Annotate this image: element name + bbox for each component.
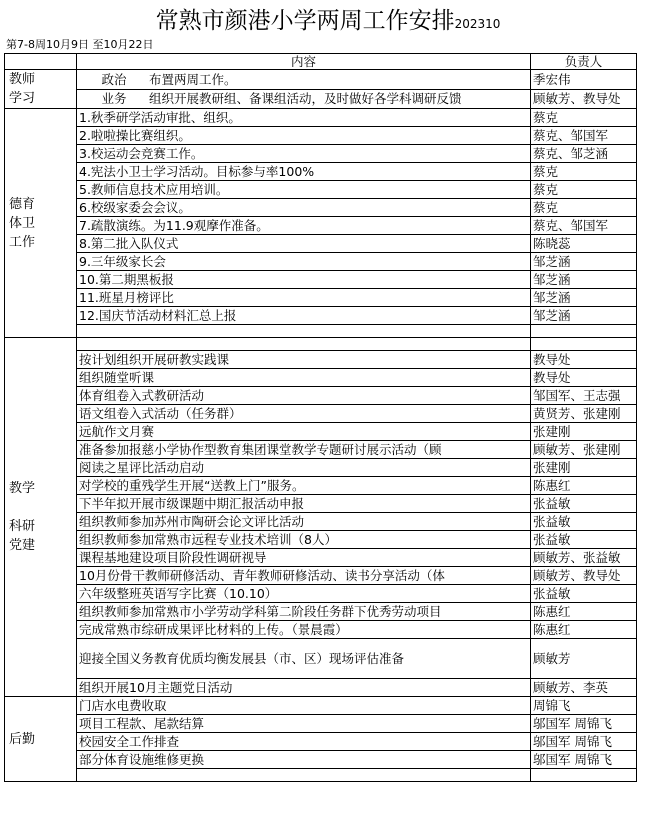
header-content: 内容: [77, 54, 531, 70]
content-cell: 10.第二期黑板报: [77, 271, 531, 289]
owner-cell: 张益敏: [531, 531, 637, 549]
content-cell: [77, 325, 531, 338]
table-row: [5, 531, 637, 549]
content-cell: 4.宪法小卫士学习活动。目标参与率100%: [77, 163, 531, 181]
owner-cell: 顾敏芳、教导处: [531, 567, 637, 585]
table-row: [5, 639, 637, 679]
content-cell: 语文组卷入式活动（任务群）: [77, 405, 531, 423]
page-title: [0, 2, 656, 35]
table-row: [5, 459, 637, 477]
content-cell: 6.校级家委会会议。: [77, 199, 531, 217]
table-row: [5, 387, 637, 405]
table-row: [5, 235, 637, 253]
table-row: [5, 338, 637, 351]
table-row: [5, 127, 637, 145]
content-cell: 组织随堂听课: [77, 369, 531, 387]
content-cell: 准备参加报慈小学协作型教育集团课堂教学专题研讨展示活动（顾: [77, 441, 531, 459]
owner-cell: 张建刚: [531, 459, 637, 477]
header-row: [5, 54, 637, 70]
owner-cell: 蔡克、邹国军: [531, 127, 637, 145]
content-cell: 按计划组织开展研教实践课: [77, 351, 531, 369]
table-row: [5, 697, 637, 715]
table-row: [5, 163, 637, 181]
category-label: 教师 学习: [9, 72, 36, 106]
table-row: [5, 603, 637, 621]
content-cell: 校园安全工作排查: [77, 733, 531, 751]
owner-cell: 邹芝涵: [531, 271, 637, 289]
owner-cell: 陈惠红: [531, 621, 637, 639]
content-cell: 课程基地建设项目阶段性调研视导: [77, 549, 531, 567]
table-row: [5, 145, 637, 163]
content-cell: 1.秋季研学活动审批、组织。: [77, 109, 531, 127]
table-row: [5, 423, 637, 441]
owner-cell: 蔡克: [531, 199, 637, 217]
table-row: [5, 567, 637, 585]
owner-cell: 顾敏芳: [531, 639, 637, 679]
owner-cell: 蔡克、邹芝涵: [531, 145, 637, 163]
owner-cell: 张益敏: [531, 495, 637, 513]
table-row: [5, 621, 637, 639]
content-cell: 3.校运动会竞赛工作。: [77, 145, 531, 163]
owner-cell: 邹芝涵: [531, 289, 637, 307]
content-cell: [77, 338, 531, 351]
content-cell: 六年级整班英语写字比赛（10.10）: [77, 585, 531, 603]
owner-cell: 顾敏芳、李英: [531, 679, 637, 697]
owner-cell: 蔡克、邹国军: [531, 217, 637, 235]
table-row: [5, 585, 637, 603]
table-row: [5, 181, 637, 199]
content-cell: 组织教师参加常熟市远程专业技术培训（8人）: [77, 531, 531, 549]
category-label: 后勤: [9, 731, 36, 747]
table-row: [5, 307, 637, 325]
owner-cell: 邬国军 周锦飞: [531, 733, 637, 751]
owner-cell: 蔡克: [531, 109, 637, 127]
table-row: [5, 477, 637, 495]
owner-cell: 张建刚: [531, 423, 637, 441]
table-row: [5, 679, 637, 697]
content-cell: 对学校的重残学生开展“送教上门”服务。: [77, 477, 531, 495]
category-cell: [5, 697, 77, 782]
table-row: [5, 769, 637, 782]
content-cell: 组织教师参加常熟市小学劳动学科第二阶段任务群下优秀劳动项目: [77, 603, 531, 621]
subcategory-label: 政治: [101, 71, 127, 87]
owner-cell: 邬国军 周锦飞: [531, 715, 637, 733]
table-row: [5, 70, 637, 90]
content-cell: 12.国庆节活动材料汇总上报: [77, 307, 531, 325]
owner-cell: 陈晓蕊: [531, 235, 637, 253]
table-row: [5, 369, 637, 387]
content-cell: [77, 769, 531, 782]
category-cell: [5, 109, 77, 338]
content-cell: 组织开展10月主题党日活动: [77, 679, 531, 697]
owner-cell: 张益敏: [531, 585, 637, 603]
content-cell: 9.三年级家长会: [77, 253, 531, 271]
table-row: [5, 253, 637, 271]
content-cell: 2.啦啦操比赛组织。: [77, 127, 531, 145]
owner-cell: [531, 325, 637, 338]
category-cell: [5, 70, 77, 109]
content-cell: [77, 70, 531, 90]
content-cell: 阅读之星评比活动启动: [77, 459, 531, 477]
content-cell: 门店水电费收取: [77, 697, 531, 715]
table-row: [5, 549, 637, 567]
owner-cell: 陈惠红: [531, 477, 637, 495]
owner-cell: 教导处: [531, 369, 637, 387]
owner-cell: [531, 769, 637, 782]
content-cell: 体育组卷入式教研活动: [77, 387, 531, 405]
content-text: 布置两周工作。: [149, 71, 237, 87]
schedule-table: [4, 53, 637, 782]
content-cell: 5.教师信息技术应用培训。: [77, 181, 531, 199]
content-cell: 项目工程款、尾款结算: [77, 715, 531, 733]
content-cell: 部分体育设施维修更换: [77, 751, 531, 769]
table-row: [5, 715, 637, 733]
content-cell: 8.第二批入队仪式: [77, 235, 531, 253]
owner-cell: 邬国军 周锦飞: [531, 751, 637, 769]
owner-cell: 周锦飞: [531, 697, 637, 715]
table-row: [5, 325, 637, 338]
table-row: [5, 217, 637, 235]
content-cell: 10月份骨干教师研修活动、青年教师研修活动、读书分享活动（体: [77, 567, 531, 585]
category-label: 德育 体卫 工作: [9, 196, 36, 250]
table-row: [5, 733, 637, 751]
owner-cell: 顾敏芳、张建刚: [531, 441, 637, 459]
owner-cell: 邹芝涵: [531, 253, 637, 271]
content-cell: 组织教师参加苏州市陶研会论文评比活动: [77, 513, 531, 531]
content-cell: [77, 89, 531, 109]
table-row: [5, 199, 637, 217]
subcategory-label: 业务: [101, 91, 127, 107]
table-row: [5, 405, 637, 423]
owner-cell: 顾敏芳、张益敏: [531, 549, 637, 567]
content-cell: 完成常熟市综研成果评比材料的上传。（景晨霞）: [77, 621, 531, 639]
owner-cell: 顾敏芳、教导处: [531, 89, 637, 109]
content-cell: 迎接全国义务教育优质均衡发展县（市、区）现场评估准备: [77, 639, 531, 679]
owner-cell: 蔡克: [531, 163, 637, 181]
owner-cell: 邹芝涵: [531, 307, 637, 325]
table-row: [5, 441, 637, 459]
owner-cell: [531, 338, 637, 351]
date-range: 第7-8周10月9日 至10月22日: [6, 38, 154, 51]
header-empty: [5, 54, 77, 70]
header-owner: 负责人: [531, 54, 637, 70]
category-label: 教学 科研 党建: [9, 481, 36, 553]
owner-cell: 季宏伟: [531, 70, 637, 90]
title-code: 202310: [454, 17, 501, 31]
content-text: 组织开展教研组、备课组活动，及时做好各学科调研反馈: [149, 91, 462, 107]
title-text: 常熟市颜港小学两周工作安排: [155, 8, 455, 34]
content-cell: 7.疏散演练。为11.9观摩作准备。: [77, 217, 531, 235]
owner-cell: 张益敏: [531, 513, 637, 531]
table-row: [5, 89, 637, 109]
content-cell: 11.班星月榜评比: [77, 289, 531, 307]
owner-cell: 教导处: [531, 351, 637, 369]
table-row: [5, 109, 637, 127]
owner-cell: 陈惠红: [531, 603, 637, 621]
table-row: [5, 513, 637, 531]
category-cell: [5, 338, 77, 697]
owner-cell: 蔡克: [531, 181, 637, 199]
content-cell: 下半年拟开展市级课题中期汇报活动申报: [77, 495, 531, 513]
content-cell: 远航作文月赛: [77, 423, 531, 441]
table-row: [5, 351, 637, 369]
owner-cell: 邹国军、王志强: [531, 387, 637, 405]
table-row: [5, 751, 637, 769]
owner-cell: 黄贤芳、张建刚: [531, 405, 637, 423]
table-row: [5, 289, 637, 307]
table-row: [5, 271, 637, 289]
table-row: [5, 495, 637, 513]
